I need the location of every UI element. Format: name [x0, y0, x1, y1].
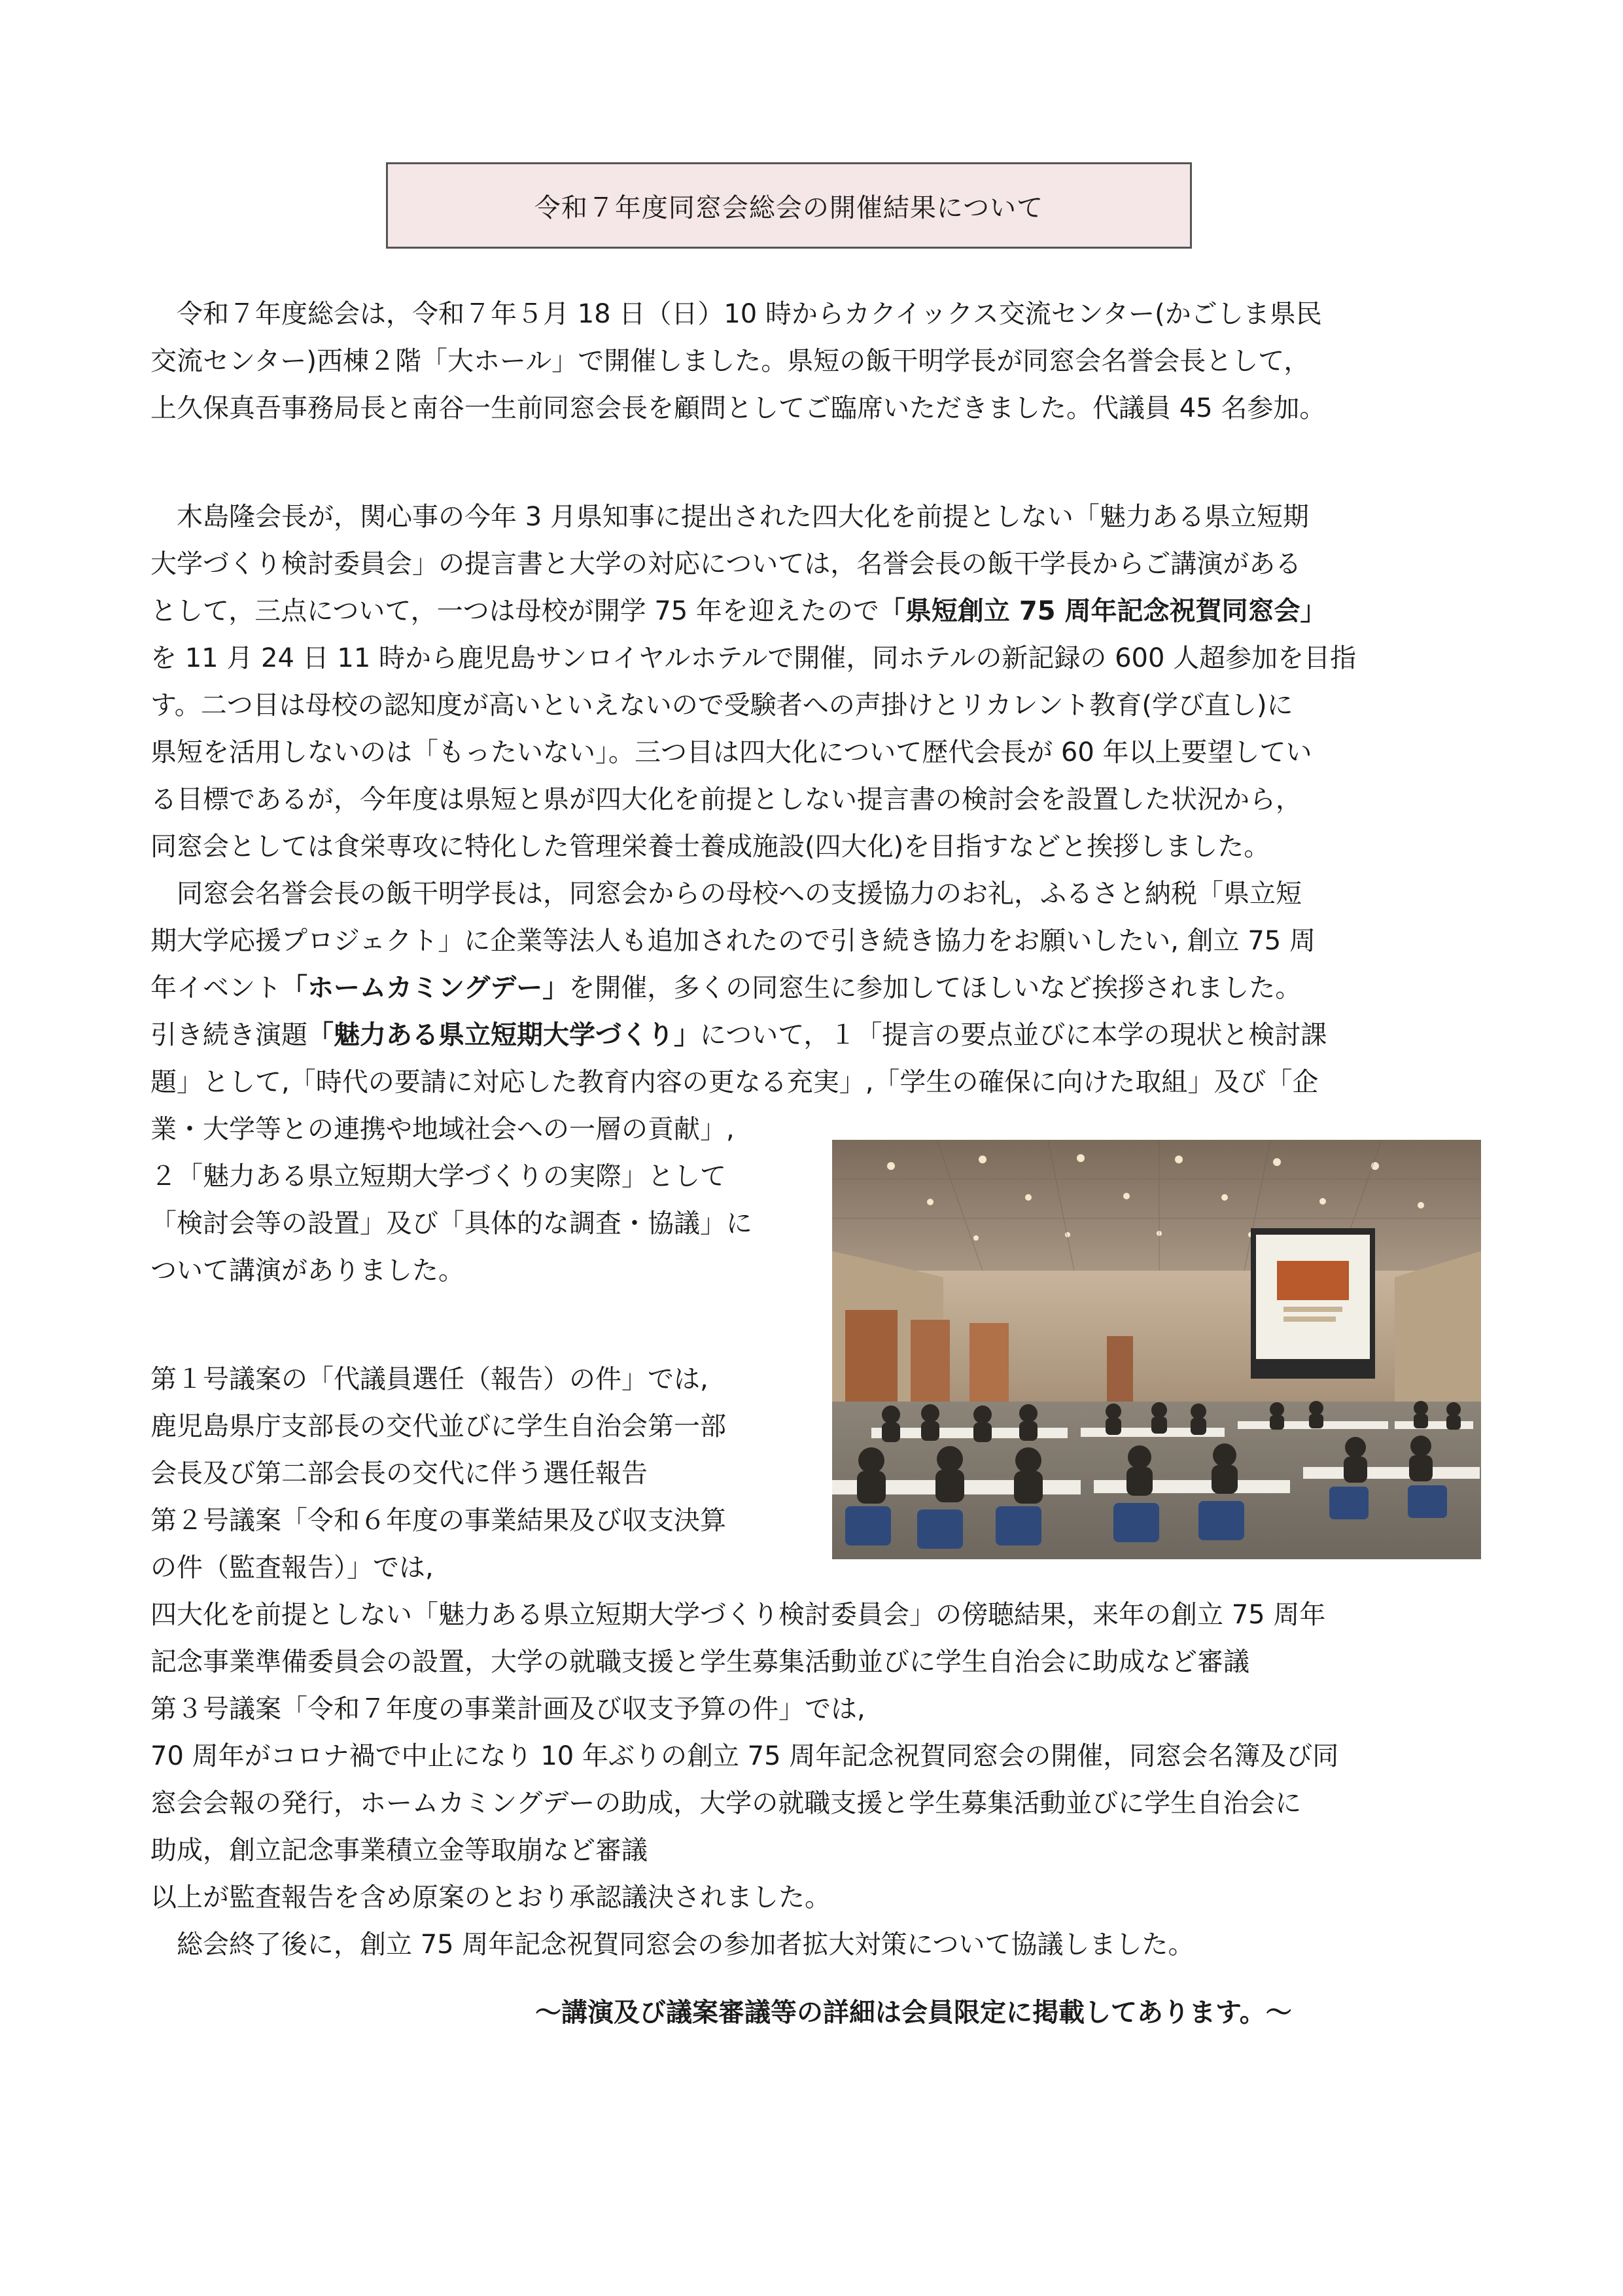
homecoming-day-name: 「ホームカミングデー」	[281, 973, 569, 1003]
agenda-line: 総会終了後に，創立 75 周年記念祝賀同窓会の参加者拡大対策について協議しました。	[150, 1930, 1195, 1960]
paragraph-text: を開催，多くの同窓生に参加してほしいなど挨拶されました。	[568, 973, 1302, 1003]
paragraph-3-line: 同窓会名誉会長の飯干明学長は，同窓会からの母校への支援協力のお礼，ふるさと納税「県立短	[150, 879, 1302, 909]
paragraph-1-line: 上久保真吾事務局長と南谷一生前同窓会長を顧問としてご臨席いただきました。代議員 45 名参加。	[150, 393, 1326, 423]
paragraph-3-line: 「検討会等の設置」及び「具体的な調査・協議」に	[150, 1209, 752, 1239]
paragraph-3-line	[150, 1012, 1472, 1059]
paragraph-3-line: 期大学応援プロジェクト」に企業等法人も追加されたので引き続き協力をお願いしたい, 創立 75 周	[150, 926, 1316, 956]
paragraph-2-line: 大学づくり検討委員会」の提言書と大学の対応については，名誉会長の飯干学長からご講演がある	[150, 549, 1302, 579]
paragraph-2-line: を 11 月 24 日 11 時から鹿児島サンロイヤルホテルで開催，同ホテルの新記録の 600 人超参加を目指	[150, 643, 1357, 673]
agenda-line: 四大化を前提としない「魅力ある県立短期大学づくり検討委員会」の傍聴結果，来年の創立 75 周年	[150, 1600, 1326, 1630]
paragraph-2-line: 同窓会としては食栄専攻に特化した管理栄養士養成施設(四大化)を目指すなどと挨拶しました。	[150, 832, 1270, 862]
agenda-line: 第３号議案「令和７年度の事業計画及び収支予算の件」では,	[150, 1694, 865, 1724]
paragraph-3-line: 業・大学等との連携や地域社会への一層の貢献」,	[150, 1114, 735, 1144]
closing-note: ～講演及び議案審議等の詳細は会員限定に掲載してあります。～	[535, 1998, 1292, 2028]
paragraph-2-line	[150, 588, 1472, 635]
paragraph-3-line: ついて講演がありました。	[150, 1256, 464, 1286]
paragraph-text: 年イベント	[150, 973, 281, 1003]
paragraph-2-line: す。二つ目は母校の認知度が高いといえないので受験者への声掛けとリカレント教育(学び直し)に	[150, 690, 1293, 720]
paragraph-text: について，１「提言の要点並びに本学の現状と検討課	[700, 1020, 1327, 1050]
meeting-hall-photo	[832, 1140, 1481, 1559]
paragraph-3-line: ２「魅力ある県立短期大学づくりの実際」として	[150, 1161, 726, 1192]
title-box	[386, 162, 1192, 249]
paragraph-3-line	[150, 964, 1472, 1012]
agenda-line: 窓会会報の発行，ホームカミングデーの助成，大学の就職支援と学生募集活動並びに学生自治会に	[150, 1788, 1302, 1818]
paragraph-text: として，三点について，一つは母校が開学 75 年を迎えたので	[150, 596, 879, 626]
paragraph-2-line: る目標であるが，今年度は県短と県が四大化を前提としない提言書の検討会を設置した状況から，	[150, 785, 1302, 815]
paragraph-text: 引き続き演題	[150, 1020, 307, 1050]
paragraph-2-line: 木島隆会長が，関心事の今年 3 月県知事に提出された四大化を前提としない「魅力ある県立短期	[150, 502, 1309, 532]
agenda-line: 第２号議案「令和６年度の事業結果及び収支決算	[150, 1506, 726, 1536]
paragraph-1-line: 交流センター)西棟２階「大ホール」で開催しました。県短の飯干明学長が同窓会名誉会長として，	[150, 346, 1310, 376]
agenda-line: の件（監査報告）」では,	[150, 1553, 434, 1583]
paragraph-1-line: 令和７年度総会は，令和７年５月 18 日（日）10 時からカクイックス交流センター(かごしま県民	[150, 299, 1322, 329]
agenda-line: 記念事業準備委員会の設置，大学の就職支援と学生募集活動並びに学生自治会に助成など審議	[150, 1647, 1249, 1677]
agenda-line: 鹿児島県庁支部長の交代並びに学生自治会第一部	[150, 1411, 726, 1441]
agenda-line: 会長及び第二部会長の交代に伴う選任報告	[150, 1458, 648, 1489]
lecture-title: 「魅力ある県立短期大学づくり」	[307, 1020, 700, 1050]
agenda-line: 助成，創立記念事業積立金等取崩など審議	[150, 1835, 648, 1865]
page-title: 令和７年度同窓会総会の開催結果について	[534, 192, 1044, 223]
agenda-line: 以上が監査報告を含め原案のとおり承認議決されました。	[150, 1882, 831, 1913]
agenda-line: 70 周年がコロナ禍で中止になり 10 年ぶりの創立 75 周年記念祝賀同窓会の開催，同窓会名簿及び同	[150, 1741, 1339, 1771]
paragraph-2-line: 県短を活用しないのは「もったいない」。三つ目は四大化について歴代会長が 60 年以上要望してい	[150, 737, 1312, 768]
anniversary-event-name: 「県短創立 75 周年記念祝賀同窓会」	[879, 596, 1327, 626]
paragraph-3-line: 題」として,「時代の要請に対応した教育内容の更なる充実」,「学生の確保に向けた取組」及び「企	[150, 1067, 1319, 1097]
agenda-line: 第１号議案の「代議員選任（報告）の件」では,	[150, 1364, 708, 1394]
